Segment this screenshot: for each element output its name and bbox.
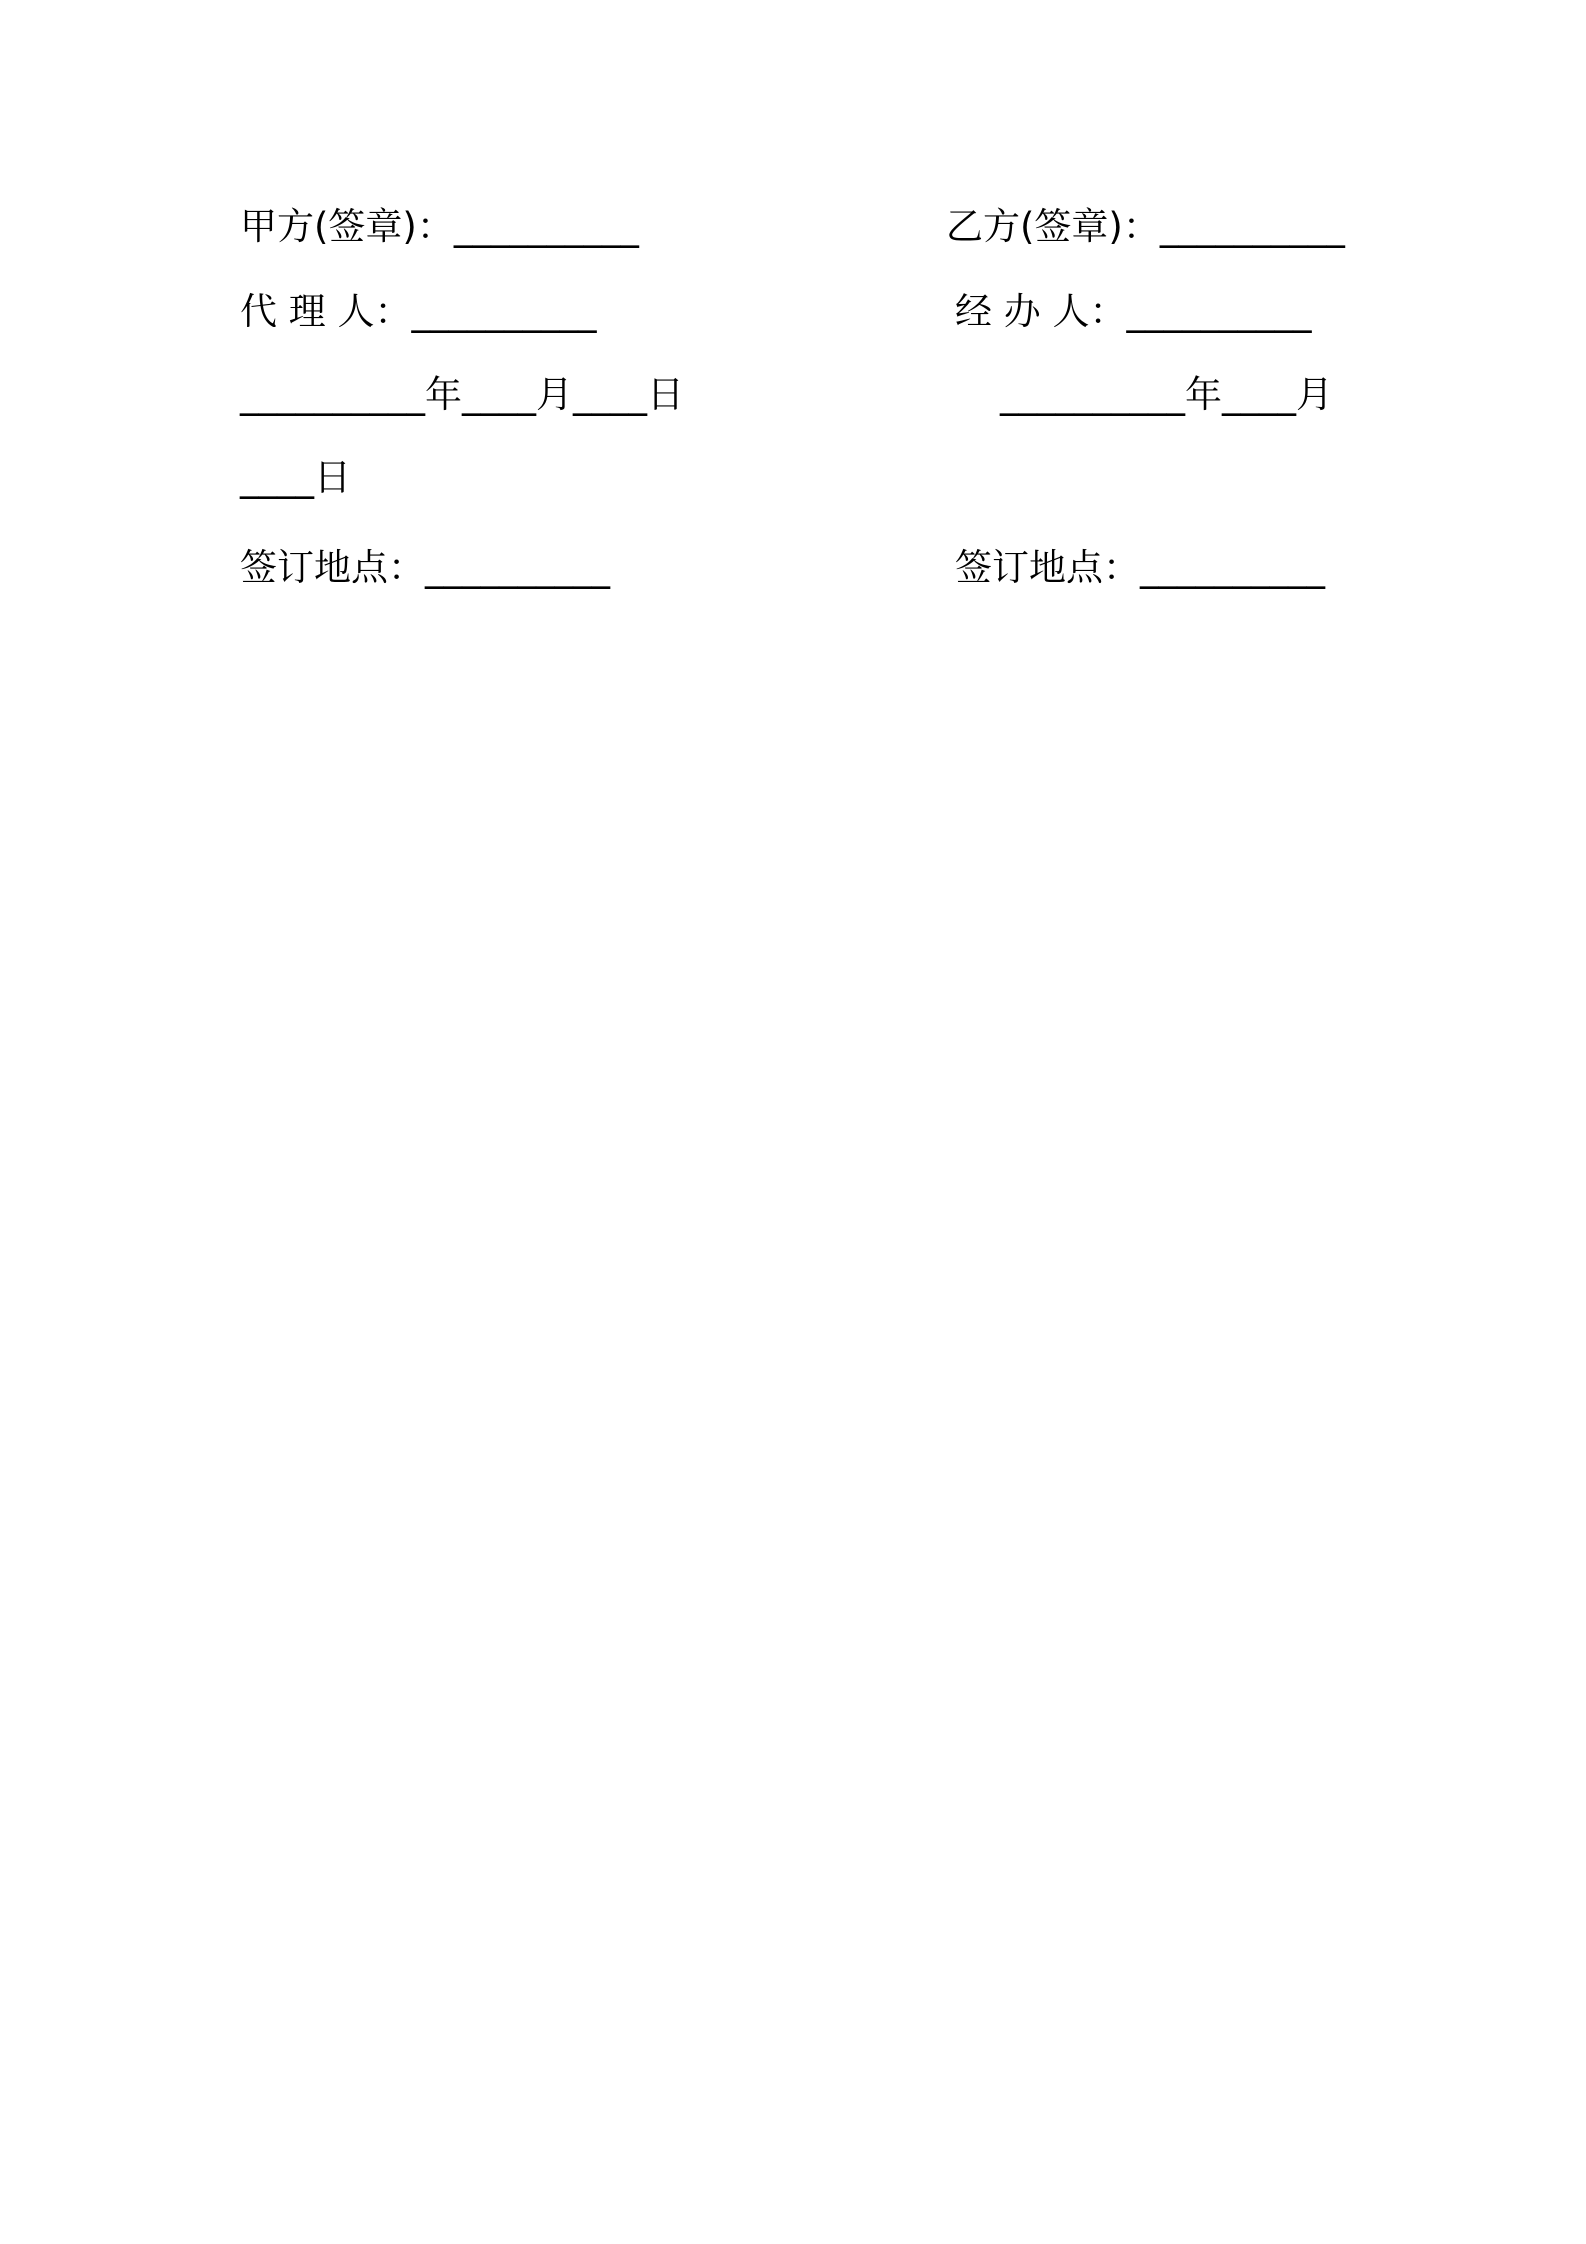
party-b-place-line: 签订地点：__________	[955, 546, 1325, 589]
party-a-signature-line: 甲方(签章)：__________	[240, 205, 639, 248]
party-a-date-line: __________年____月____日	[240, 373, 684, 416]
party-b-signature-line: 乙方(签章)：__________	[946, 205, 1345, 248]
party-b-handler-line: 经 办 人：__________	[955, 290, 1312, 333]
party-a-place-line: 签订地点：__________	[240, 546, 610, 589]
party-b-date-line: __________年____月	[1000, 373, 1333, 416]
party-a-date-day-line: ____日	[240, 456, 351, 499]
party-a-agent-line: 代 理 人：__________	[240, 290, 597, 333]
